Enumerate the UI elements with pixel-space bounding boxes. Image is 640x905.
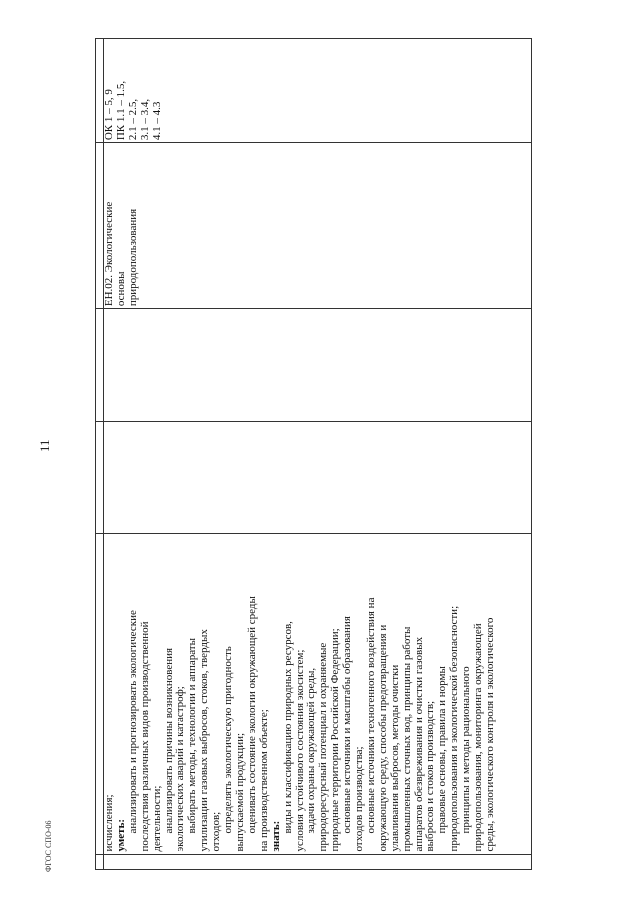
text-line: 3.1 – 3.4, <box>138 98 151 141</box>
text-line: ПК 1.1 – 1.5, <box>114 80 127 141</box>
table-top-row <box>96 39 104 870</box>
text-line: оценивать состояние экологии окружающей среды <box>245 596 258 834</box>
footer-code: ФГОС СПО-06 <box>44 820 53 872</box>
text-line: принципы и методы рационального <box>460 666 473 834</box>
text-line: природопользования и экологической безопасности; <box>448 605 461 852</box>
text-line: анализировать причины возникновения <box>162 647 175 834</box>
text-line: задачи охраны окружающей среды, <box>305 667 318 834</box>
text-line: природоресурсный потенциал и охраняемые <box>317 642 330 852</box>
text-line: аппаратов обезвреживания и очистки газовых <box>412 636 425 852</box>
index-cell <box>104 854 532 869</box>
discipline-name-cell <box>104 143 532 309</box>
text-line: исчисления; <box>103 794 115 852</box>
text-line: 2.1 – 2.5, <box>126 98 139 141</box>
max-hours-cell <box>104 421 532 533</box>
text-line: основные источники и масштабы образования <box>341 616 354 834</box>
text-line: основы <box>114 271 127 307</box>
text-line: выбирать методы, технологии и аппараты <box>186 637 199 834</box>
text-line: основные источники техногенного воздействия на <box>364 597 377 834</box>
text-line: последствия различных видов производственной <box>138 621 151 852</box>
text-line: природопользования <box>126 208 139 307</box>
cell-top-3 <box>96 421 104 533</box>
page-number: 11 <box>37 439 52 452</box>
cell-top-4 <box>96 309 104 421</box>
text-line: выпускаемой продукции; <box>233 732 246 852</box>
text-line: промышленных сточных вод, принципы работы <box>400 626 413 852</box>
text-line: на производственном объекте; <box>257 709 270 852</box>
text-line: виды и классификацию природных ресурсов, <box>281 621 294 834</box>
text-line: ЕН.02. Экологические <box>103 201 115 307</box>
text-line: улавливания выбросов, методы очистки <box>388 664 401 852</box>
competencies-cell <box>104 39 532 143</box>
text-line: анализировать и прогнозировать экологические <box>126 610 139 834</box>
rotated-page-content <box>95 38 532 870</box>
text-line: ОК 1 – 5, 9 <box>103 89 115 141</box>
table-row <box>104 39 532 870</box>
text-line: окружающую среду, способы предотвращения и <box>376 624 389 852</box>
text-line: условия устойчивого состояния экосистем; <box>293 649 306 852</box>
skills-knowledge-cell <box>104 533 532 854</box>
text-line: уметь: <box>114 818 127 852</box>
text-line: природные территории Российской Федерации; <box>329 628 342 852</box>
text-line: правовые основы, правила и нормы <box>436 666 449 834</box>
text-line: экологических аварий и катастроф; <box>174 686 187 852</box>
text-line: отходов; <box>210 811 223 852</box>
text-line: определять экологическую пригодность <box>222 646 235 834</box>
cell-top-1 <box>96 854 104 869</box>
text-line: 4.1 – 4.3 <box>150 101 163 141</box>
text-line: деятельности; <box>150 785 163 852</box>
text-line: природопользования, мониторинга окружающей <box>472 623 485 852</box>
text-line: среды, экологического контроля и экологического <box>484 617 496 852</box>
text-line: знать: <box>269 820 282 852</box>
text-line: выбросов и стоков производств; <box>424 700 437 852</box>
text-line: утилизации газовых выбросов, стоков, твердых <box>198 629 211 852</box>
discipline-table <box>95 38 532 870</box>
text-line: отходов производства; <box>353 746 366 852</box>
class-hours-cell <box>104 309 532 421</box>
